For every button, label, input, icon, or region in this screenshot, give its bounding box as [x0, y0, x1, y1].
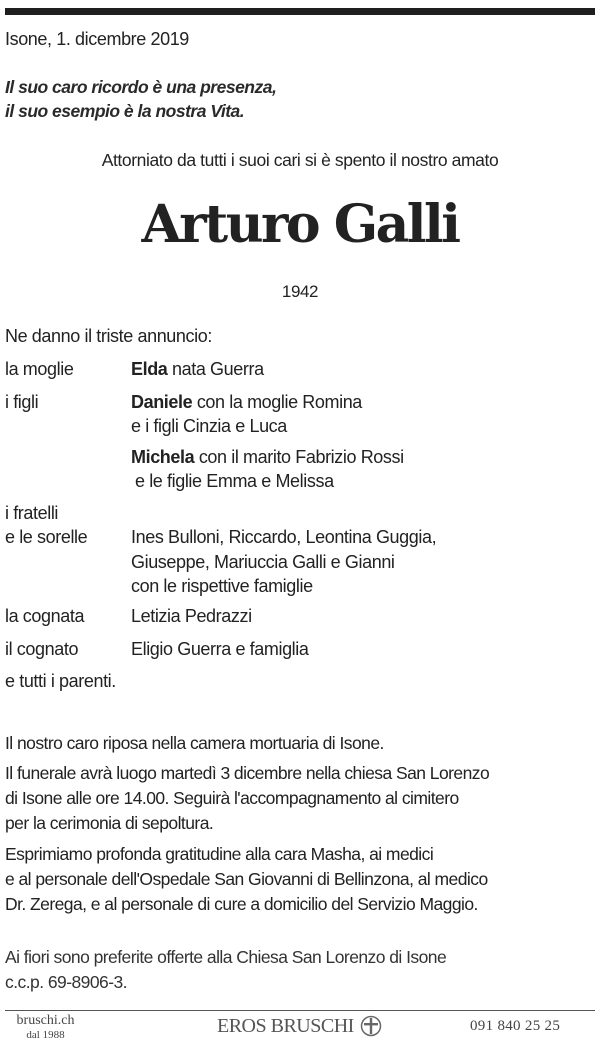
- flowers-line-1: Ai fiori sono preferite offerte alla Chiesa San Lorenzo di Isone: [5, 947, 447, 967]
- daughter-rest: con il marito Fabrizio Rossi: [194, 447, 404, 467]
- footer-rule: [5, 1010, 595, 1011]
- siblings-line-1: Ines Bulloni, Riccardo, Leontina Guggia,: [131, 527, 437, 547]
- motto-line-2: il suo esempio è la nostra Vita.: [5, 101, 245, 121]
- deceased-name: Arturo Galli: [141, 194, 459, 255]
- flowers-line-2: c.c.p. 69-8906-3.: [5, 972, 127, 992]
- relation-value-son: [131, 391, 362, 413]
- relation-label-wife: la moglie: [5, 359, 74, 379]
- son-family: e i figli Cinzia e Luca: [131, 416, 287, 436]
- intro-text: Attorniato da tutti i suoi cari si è spento il nostro amato: [101, 150, 499, 170]
- footer-phone: 091 840 25 25: [470, 1018, 561, 1034]
- relation-label-sisters: e le sorelle: [5, 527, 88, 547]
- funeral-line-2: di Isone alle ore 14.00. Seguirà l'accompagnamento al cimitero: [5, 788, 459, 808]
- motto-line-1: Il suo caro ricordo è una presenza,: [5, 77, 277, 97]
- relation-label-sister-in-law: la cognata: [5, 606, 85, 626]
- sister-in-law-name: Letizia Pedrazzi: [131, 606, 252, 626]
- funeral-home-logo-text: EROS BRUSCHI: [217, 1015, 354, 1037]
- daughter-name: Michela: [131, 447, 195, 467]
- funeral-line-3: per la cerimonia di sepoltura.: [5, 813, 214, 833]
- funeral-line-1: Il funerale avrà luogo martedì 3 dicembre nella chiesa San Lorenzo: [5, 763, 490, 783]
- brother-in-law-name: Eligio Guerra e famiglia: [131, 639, 309, 659]
- thanks-line-3: Dr. Zerega, e al personale di cure a domicilio del Servizio Maggio.: [5, 894, 478, 914]
- son-rest: con la moglie Romina: [192, 392, 362, 412]
- siblings-line-2: Giuseppe, Mariuccia Galli e Gianni: [131, 552, 395, 572]
- birth-year: 1942: [281, 282, 319, 301]
- siblings-line-3: con le rispettive famiglie: [131, 576, 313, 596]
- funeral-notice: [5, 761, 489, 836]
- other-relatives: e tutti i parenti.: [5, 671, 116, 691]
- since-text: dal 1988: [26, 1029, 65, 1041]
- relation-value-daughter: [131, 446, 404, 468]
- relation-value-wife: [131, 358, 264, 380]
- wife-name: Elda: [131, 359, 168, 379]
- footer-website: [8, 1013, 83, 1042]
- rest-notice: Il nostro caro riposa nella camera mortuaria di Isone.: [5, 733, 384, 753]
- website-text: bruschi.ch: [16, 1013, 75, 1028]
- place-date: Isone, 1. dicembre 2019: [5, 29, 189, 49]
- thanks-line-1: Esprimiamo profonda gratitudine alla cara Masha, ai medici: [5, 844, 434, 864]
- top-rule: [5, 8, 595, 15]
- wife-rest: nata Guerra: [167, 359, 264, 379]
- announcement-heading: Ne danno il triste annuncio:: [5, 326, 212, 346]
- daughter-family: e le figlie Emma e Melissa: [135, 471, 334, 491]
- relation-label-brothers: i fratelli: [5, 503, 59, 523]
- relation-label-brother-in-law: il cognato: [5, 639, 79, 659]
- son-name: Daniele: [131, 392, 193, 412]
- flowers-notice: [5, 945, 446, 995]
- thanks-notice: [5, 842, 488, 917]
- thanks-line-2: e al personale dell'Ospedale San Giovanni di Bellinzona, al medico: [5, 869, 488, 889]
- cross-logo-icon: [360, 1015, 382, 1037]
- motto: [5, 75, 276, 123]
- relation-label-children: i figli: [5, 392, 39, 412]
